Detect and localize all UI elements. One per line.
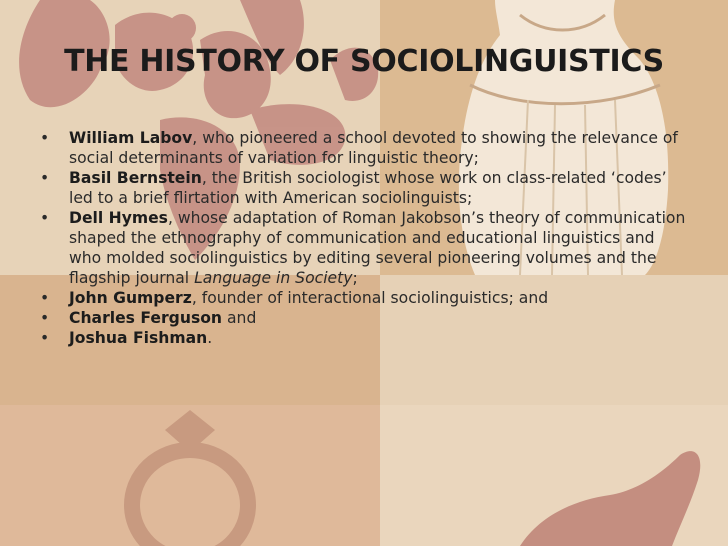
list-item [40,208,690,288]
list-item [40,168,690,208]
item-text: , founder of interactional sociolinguistics; and [191,289,549,307]
bullet-icon: • [40,289,50,307]
item-text-tail: ; [352,269,358,287]
item-text: and [222,309,257,327]
list-item [40,128,690,168]
person-name: William Labov [69,129,193,147]
item-text: , who pioneered a school devoted to showing the relevance of social determinants of variation for linguistic theory; [69,129,678,167]
item-text: . [207,329,213,347]
page-title: THE HISTORY OF SOCIOLINGUISTICS [64,44,664,79]
bullet-icon: • [40,309,50,327]
list-item [40,308,690,328]
bullet-icon: • [40,169,50,187]
bullet-list [40,128,690,348]
bullet-icon: • [40,129,50,147]
list-item [40,328,690,348]
list-item [40,288,690,308]
person-name: John Gumperz [69,289,192,307]
person-name: Dell Hymes [69,209,168,227]
ring-icon [132,410,248,546]
item-text: , the British sociologist whose work on class-related ‘codes’ led to a brief flirtation with American sociolinguists; [69,169,667,207]
item-text: , whose adaptation of Roman Jakobson’s theory of communication shaped the ethnography of communication and educational linguistics and who molded sociolinguistics by editing several pioneering volumes and the flagship journal [69,209,686,287]
person-name: Charles Ferguson [69,309,223,327]
shoe-icon [520,451,700,546]
bullet-icon: • [40,329,50,347]
bullet-icon: • [40,209,50,227]
person-name: Basil Bernstein [69,169,202,187]
person-name: Joshua Fishman [69,329,208,347]
journal-title: Language in Society [194,269,353,287]
